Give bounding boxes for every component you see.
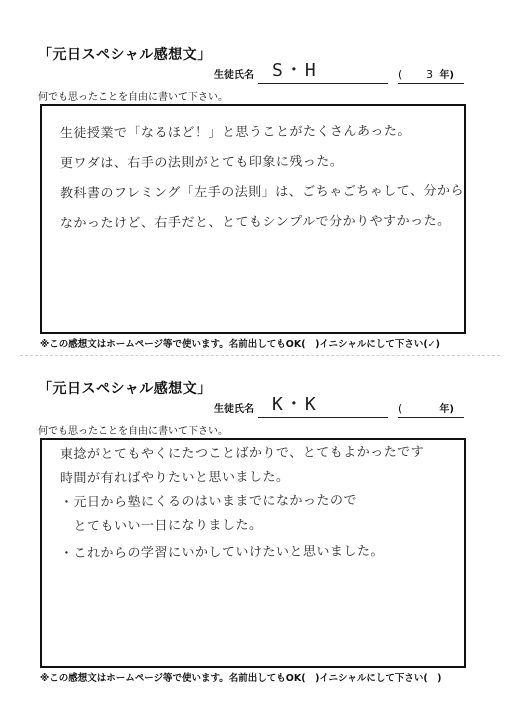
- consent-footer: ※この感想文はホームページ等で使います。名前出してもOK( )イニシャルにして下さい( ): [40, 673, 442, 684]
- grade-open-paren: (: [398, 68, 403, 81]
- student-name-value: S・H: [272, 60, 318, 81]
- comment-box: [40, 104, 466, 334]
- instruction-text: 何でも思ったことを自由に書いて下さい。: [38, 92, 228, 103]
- feedback-form-2: [0, 372, 520, 712]
- handwritten-line: なかったけど、右手だと、とてもシンプルで分かりやすかった。: [59, 213, 451, 232]
- grade-field: [398, 399, 464, 418]
- handwritten-comment: [60, 442, 454, 568]
- student-name-label: 生徒氏名: [214, 70, 254, 81]
- consent-footer: ※この感想文はホームページ等で使います。名前出してもOK( )イニシャルにして下さい(✓): [40, 339, 440, 350]
- handwritten-comment: [59, 118, 465, 238]
- comment-box: [40, 438, 466, 668]
- instruction-text: 何でも思ったことを自由に書いて下さい。: [38, 426, 228, 437]
- grade-value: 3: [426, 68, 433, 81]
- handwritten-line: 更ワダは、右手の法則がとても印象に残った。: [59, 154, 344, 172]
- handwritten-line: 教科書のフレミング「左手の法則」は、ごちゃごちゃして、分から: [59, 183, 465, 202]
- grade-open-paren: (: [398, 402, 403, 415]
- handwritten-line: とてもいい一日になりました。: [59, 517, 263, 535]
- name-underline: [258, 417, 388, 418]
- student-name-value: K・K: [272, 394, 318, 415]
- grade-unit: 年): [439, 404, 454, 415]
- grade-unit: 年): [439, 70, 454, 81]
- form-title: 「元日スペシャル感想文」: [38, 381, 212, 397]
- student-row: [214, 394, 474, 418]
- handwritten-line: ・元日から塾にくるのはいままでになかったので: [59, 493, 358, 511]
- grade-field: [398, 65, 464, 84]
- feedback-form-1: [0, 38, 520, 378]
- name-underline: [258, 83, 388, 84]
- page-separator: [20, 355, 500, 356]
- student-name-label: 生徒氏名: [214, 404, 254, 415]
- handwritten-line: ・これからの学習にいかしていけたいと思いました。: [59, 544, 385, 562]
- student-row: [214, 60, 474, 84]
- handwritten-line: 生徒授業で「なるほど！」と思うことがたくさんあった。: [59, 123, 411, 142]
- handwritten-line: 時間が有ればやりたいと思いました。: [59, 469, 290, 487]
- form-title: 「元日スペシャル感想文」: [38, 47, 212, 63]
- handwritten-line: 東捻がとてもやくにたつことばかりで、とてもよかったです: [59, 444, 425, 463]
